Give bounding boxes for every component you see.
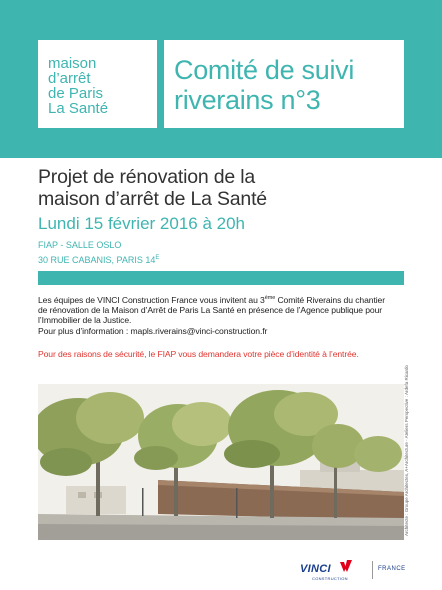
vinci-brand: VINCI: [300, 563, 331, 575]
logo-line-3: de Paris: [48, 85, 104, 102]
building-photo: [38, 384, 404, 540]
comite-box: [164, 40, 404, 128]
comite-title-line-1: Comité de suivi: [174, 55, 355, 85]
venue-address-suffix: E: [155, 255, 160, 261]
comite-title-line-2: riverains n°3: [174, 85, 321, 115]
venue-address-text: 30 RUE CABANIS, PARIS 14: [38, 255, 156, 265]
invitation-line-1a: Les équipes de VINCI Construction France vous invitent au 3: [38, 294, 265, 305]
invitation-line-1-sup: ème: [264, 295, 276, 301]
logo-box: [38, 40, 157, 128]
logo-line-2: d’arrêt: [48, 70, 91, 87]
divider-bar: [38, 271, 404, 285]
logo-line-4: La Santé: [48, 100, 109, 117]
invitation-line-2: de rénovation de la Maison d’Arrêt de Paris La Santé en présence de l’Agence publique pour: [38, 305, 383, 316]
invitation-text: [38, 293, 408, 336]
vinci-logo: [300, 560, 404, 582]
invitation-line-1b: Comité Riverains du chantier: [275, 294, 385, 305]
project-title-line-2: maison d’arrêt de La Santé: [38, 188, 267, 210]
photo-credit: Architecte : Groupe Architectes, A+Architecture - Ateliers Perspective : Ardefa Ricardo: [404, 365, 409, 536]
project-title-line-1: Projet de rénovation de la: [38, 166, 256, 188]
event-date: Lundi 15 février 2016 à 20h: [38, 214, 245, 233]
vinci-separator: [372, 561, 373, 579]
security-notice: Pour des raisons de sécurité, le FIAP vous demandera votre pièce d’identité à l’entrée.: [38, 349, 359, 359]
building-photo-illustration: [38, 384, 404, 540]
invitation-line-4: Pour plus d’information : mapls.riverains@vinci-construction.fr: [38, 325, 268, 336]
invitation-line-3: l’Immobilier de la Justice.: [38, 315, 132, 326]
logo-line-1: maison: [48, 55, 97, 72]
vinci-country: FRANCE: [378, 566, 406, 572]
invitation-line-1: [38, 293, 408, 305]
venue-address: [38, 253, 159, 266]
vinci-brand-sub: CONSTRUCTION: [312, 576, 348, 581]
vinci-mark-icon: [340, 560, 352, 574]
venue-name: FIAP - SALLE OSLO: [38, 240, 122, 250]
